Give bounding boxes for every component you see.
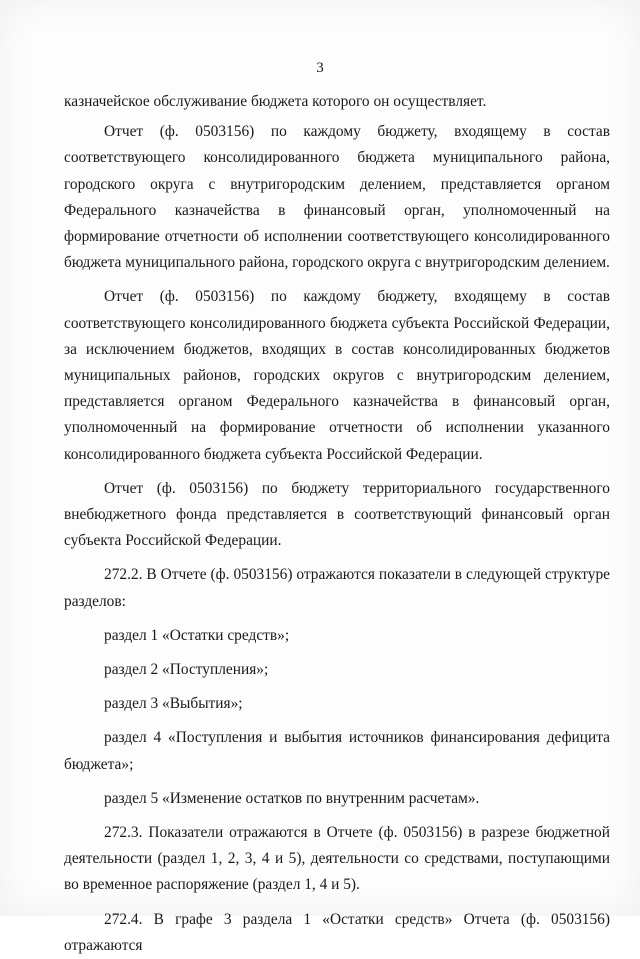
section-item-2: раздел 2 «Поступления»; xyxy=(104,661,269,679)
section-item-4: раздел 4 «Поступления и выбытия источников финансирования дефицита бюджета»; xyxy=(64,729,610,773)
section-item-5: раздел 5 «Изменение остатков по внутренним расчетам». xyxy=(104,789,480,807)
paragraph-272-2: 272.2. В Отчете (ф. 0503156) отражаются показатели в следующей структуре разделов: xyxy=(64,566,610,610)
paragraph-report-extrabudgetary-fund: Отчет (ф. 0503156) по бюджету территориального государственного внебюджетного фонда представляется в соответствующий финансовый орган субъекта Российской Федерации. xyxy=(64,479,610,550)
paragraph-272-4: 272.4. В графе 3 раздела 1 «Остатки средств» Отчета (ф. 0503156) отражаются xyxy=(64,910,610,954)
paragraph-report-subject: Отчет (ф. 0503156) по каждому бюджету, входящему в состав соответствующего консолидированного бюджета субъекта Российской Федерации, за исключением бюджетов, входящих в состав консолидированных бюджетов муниципальных районов, городских округов с внутригородским делением, представляется органом Федерального казначейства в финансовый орган, уполномоченный на формирование отчетности об исполнении указанного консолидированного бюджета субъекта Российской Федерации. xyxy=(64,288,610,463)
section-item-1: раздел 1 «Остатки средств»; xyxy=(104,626,290,644)
paragraph-272-3: 272.3. Показатели отражаются в Отчете (ф. 0503156) в разрезе бюджетной деятельности (раздел 1, 2, 3, 4 и 5), деятельности со средствами, поступающими во временное распоряжение (раздел 1, 4 и 5). xyxy=(64,824,610,894)
paragraph-report-municipal: Отчет (ф. 0503156) по каждому бюджету, входящему в состав соответствующего консолидированного бюджета муниципального района, городского округа с внутригородским делением, представляется органом Федерального казначейства в финансовый орган, уполномоченный на формирование отчетности об исполнении соответствующего консолидированного бюджета муниципального района, городского округа с внутригородским делением. xyxy=(64,123,610,272)
section-item-3: раздел 3 «Выбытия»; xyxy=(104,695,243,713)
paragraph-continuation: казначейское обслуживание бюджета которого он осуществляет. xyxy=(64,93,487,110)
page-number: 3 xyxy=(316,60,324,76)
document-body xyxy=(64,89,610,959)
